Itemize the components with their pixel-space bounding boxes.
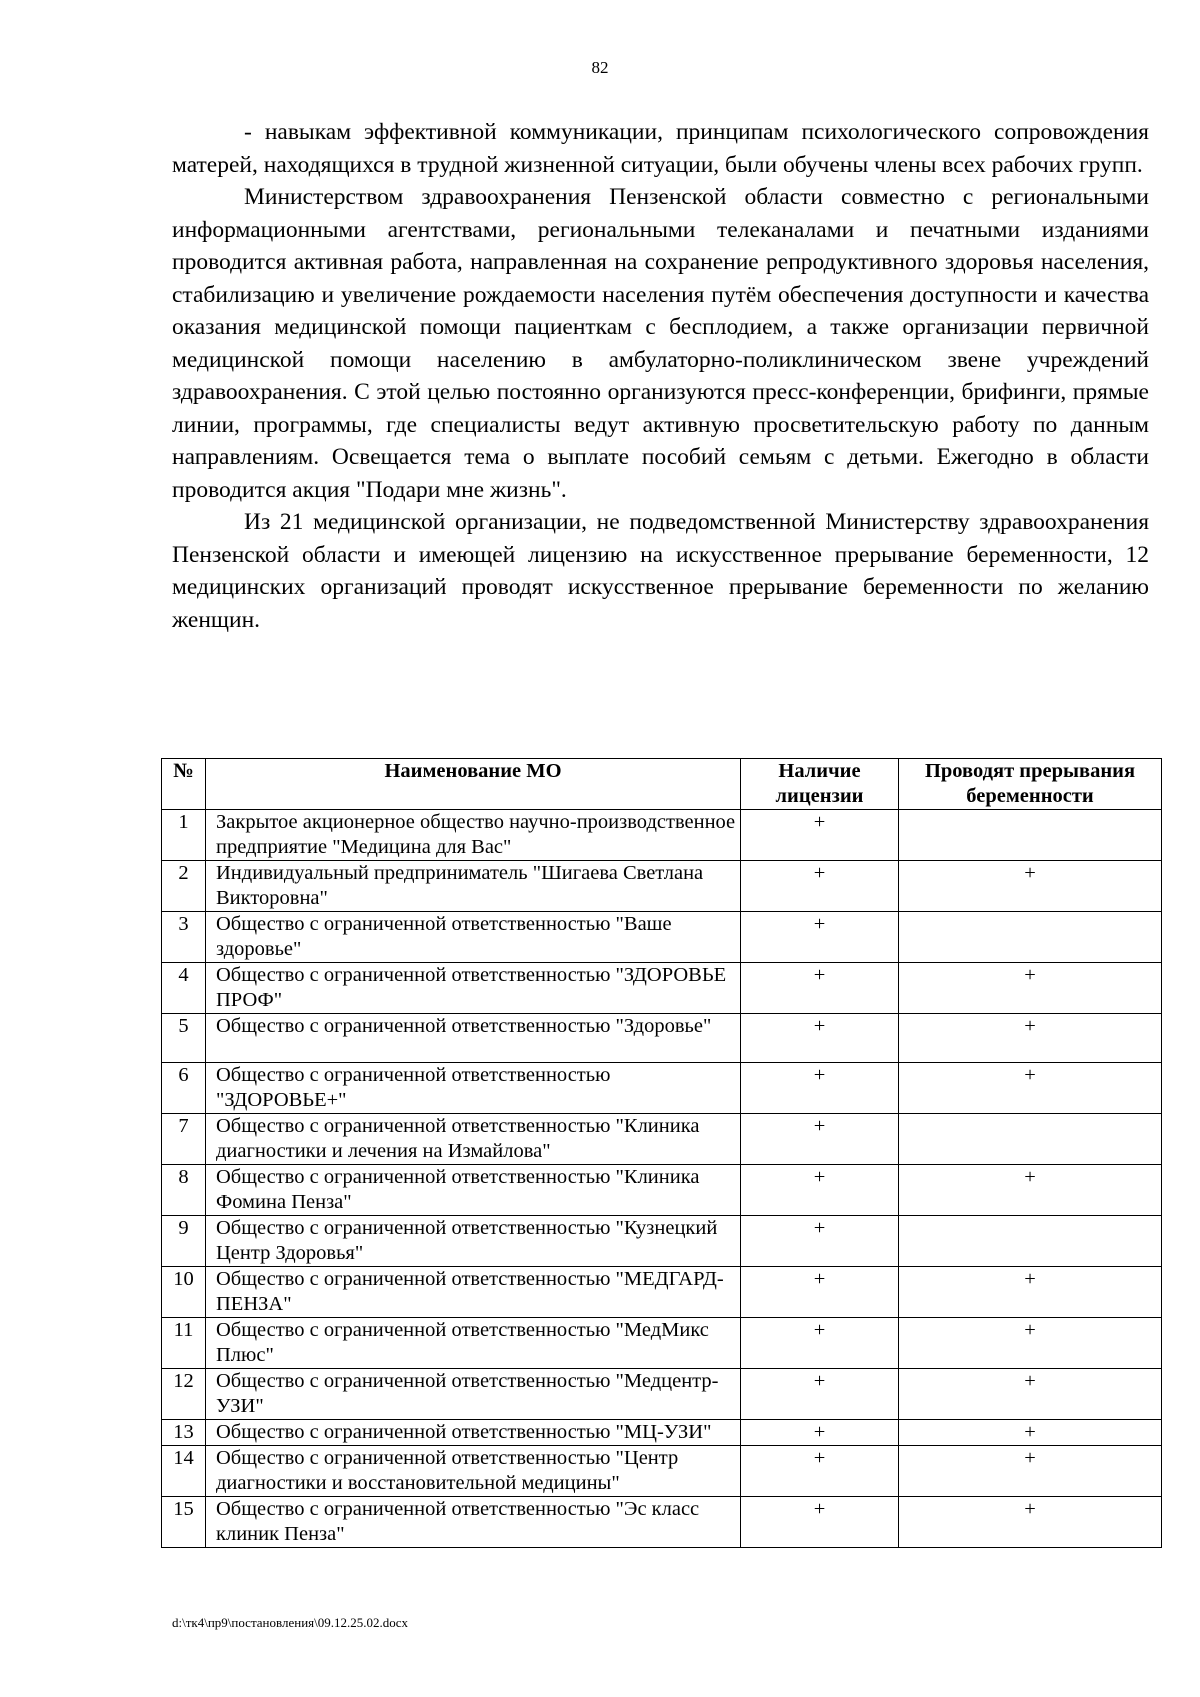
license-mark: + <box>741 1369 899 1420</box>
footer-file-path: d:\тк4\пр9\постановления\09.12.25.02.docx <box>172 1615 409 1630</box>
abortion-mark <box>899 1216 1162 1267</box>
row-number: 10 <box>162 1267 206 1318</box>
page-number: 82 <box>591 58 609 77</box>
table-row <box>162 1497 1162 1548</box>
organization-name: Индивидуальный предприниматель "Шигаева Светлана Викторовна" <box>206 861 741 912</box>
paragraph-ministry-media-work: Министерством здравоохранения Пензенской области совместно с региональными информационными агентствами, региональными телеканалами и печатными изданиями проводится активная работа, направленная на сохранение репродуктивного здоровья населения, стабилизацию и увеличение рождаемости населения путём обеспечения доступности и качества оказания медицинской помощи пациенткам с бесплодием, а также организации первичной медицинской помощи населению в амбулаторно-поликлиническом звене учреждений здравоохранения. С этой целью постоянно организуются пресс-конференции, брифинги, прямые линии, программы, где специалисты ведут активную просветительскую работу по данным направлениям. Освещается тема о выплате пособий семьям с детьми. Ежегодно в области проводится акция "Подари мне жизнь". <box>172 184 1149 503</box>
license-mark: + <box>741 1165 899 1216</box>
license-mark: + <box>741 1216 899 1267</box>
header-license: Наличие лицензии <box>741 759 899 810</box>
row-number: 12 <box>162 1369 206 1420</box>
abortion-mark: + <box>899 1267 1162 1318</box>
table-row <box>162 1063 1162 1114</box>
row-number: 5 <box>162 1014 206 1063</box>
organization-name: Общество с ограниченной ответственностью "Здоровье" <box>206 1014 741 1063</box>
license-mark: + <box>741 1497 899 1548</box>
table-row <box>162 810 1162 861</box>
organization-name: Общество с ограниченной ответственностью "Клиника диагностики и лечения на Измайлова" <box>206 1114 741 1165</box>
row-number: 4 <box>162 963 206 1014</box>
license-mark: + <box>741 1267 899 1318</box>
abortion-mark: + <box>899 1446 1162 1497</box>
license-mark: + <box>741 963 899 1014</box>
organization-name: Общество с ограниченной ответственностью "ЗДОРОВЬЕ+" <box>206 1063 741 1114</box>
license-mark: + <box>741 1318 899 1369</box>
table-row <box>162 1216 1162 1267</box>
row-number: 13 <box>162 1420 206 1446</box>
license-mark: + <box>741 861 899 912</box>
abortion-mark <box>899 912 1162 963</box>
table-row <box>162 963 1162 1014</box>
header-number: № <box>162 759 206 810</box>
table-header-row <box>162 759 1162 810</box>
table-row <box>162 1420 1162 1446</box>
license-mark: + <box>741 1063 899 1114</box>
organization-name: Общество с ограниченной ответственностью "МЦ-УЗИ" <box>206 1420 741 1446</box>
organization-name: Общество с ограниченной ответственностью "Эс класс клиник Пенза" <box>206 1497 741 1548</box>
row-number: 14 <box>162 1446 206 1497</box>
organization-name: Закрытое акционерное общество научно-производственное предприятие "Медицина для Вас" <box>206 810 741 861</box>
table-row <box>162 912 1162 963</box>
organization-name: Общество с ограниченной ответственностью "ЗДОРОВЬЕ ПРОФ" <box>206 963 741 1014</box>
abortion-mark: + <box>899 1063 1162 1114</box>
organization-name: Общество с ограниченной ответственностью "Медцентр-УЗИ" <box>206 1369 741 1420</box>
abortion-mark: + <box>899 1014 1162 1063</box>
table-row <box>162 1369 1162 1420</box>
abortion-mark <box>899 1114 1162 1165</box>
table-row <box>162 1165 1162 1216</box>
table-row <box>162 1267 1162 1318</box>
table-row <box>162 1318 1162 1369</box>
body-text <box>172 116 1149 636</box>
abortion-mark <box>899 810 1162 861</box>
organization-name: Общество с ограниченной ответственностью "Центр диагностики и восстановительной медицины" <box>206 1446 741 1497</box>
abortion-mark: + <box>899 1318 1162 1369</box>
license-mark: + <box>741 1014 899 1063</box>
row-number: 1 <box>162 810 206 861</box>
row-number: 7 <box>162 1114 206 1165</box>
organization-name: Общество с ограниченной ответственностью "Клиника Фомина Пенза" <box>206 1165 741 1216</box>
license-mark: + <box>741 1446 899 1497</box>
paragraph-organizations-summary: Из 21 медицинской организации, не подведомственной Министерству здравоохранения Пензенской области и имеющей лицензию на искусственное прерывание беременности, 12 медицинских организаций проводят искусственное прерывание беременности по желанию женщин. <box>172 509 1149 633</box>
organization-name: Общество с ограниченной ответственностью "Ваше здоровье" <box>206 912 741 963</box>
row-number: 8 <box>162 1165 206 1216</box>
table-row <box>162 1446 1162 1497</box>
license-mark: + <box>741 810 899 861</box>
abortion-mark: + <box>899 1497 1162 1548</box>
paragraph-communication-skills: - навыкам эффективной коммуникации, принципам психологического сопровождения матерей, находящихся в трудной жизненной ситуации, были обучены члены всех рабочих групп. <box>172 119 1149 178</box>
header-abortion: Проводят прерывания беременности <box>899 759 1162 810</box>
abortion-mark: + <box>899 1165 1162 1216</box>
organization-name: Общество с ограниченной ответственностью "Кузнецкий Центр Здоровья" <box>206 1216 741 1267</box>
abortion-mark: + <box>899 861 1162 912</box>
license-mark: + <box>741 912 899 963</box>
license-mark: + <box>741 1114 899 1165</box>
row-number: 2 <box>162 861 206 912</box>
row-number: 9 <box>162 1216 206 1267</box>
header-organization-name: Наименование МО <box>206 759 741 810</box>
license-mark: + <box>741 1420 899 1446</box>
row-number: 11 <box>162 1318 206 1369</box>
row-number: 15 <box>162 1497 206 1548</box>
abortion-mark: + <box>899 1420 1162 1446</box>
organization-name: Общество с ограниченной ответственностью "МЕДГАРД-ПЕНЗА" <box>206 1267 741 1318</box>
table-row <box>162 861 1162 912</box>
abortion-mark: + <box>899 963 1162 1014</box>
medical-organizations-table <box>161 758 1162 1548</box>
row-number: 3 <box>162 912 206 963</box>
table-row <box>162 1114 1162 1165</box>
table-row <box>162 1014 1162 1063</box>
row-number: 6 <box>162 1063 206 1114</box>
organization-name: Общество с ограниченной ответственностью "МедМикс Плюс" <box>206 1318 741 1369</box>
abortion-mark: + <box>899 1369 1162 1420</box>
